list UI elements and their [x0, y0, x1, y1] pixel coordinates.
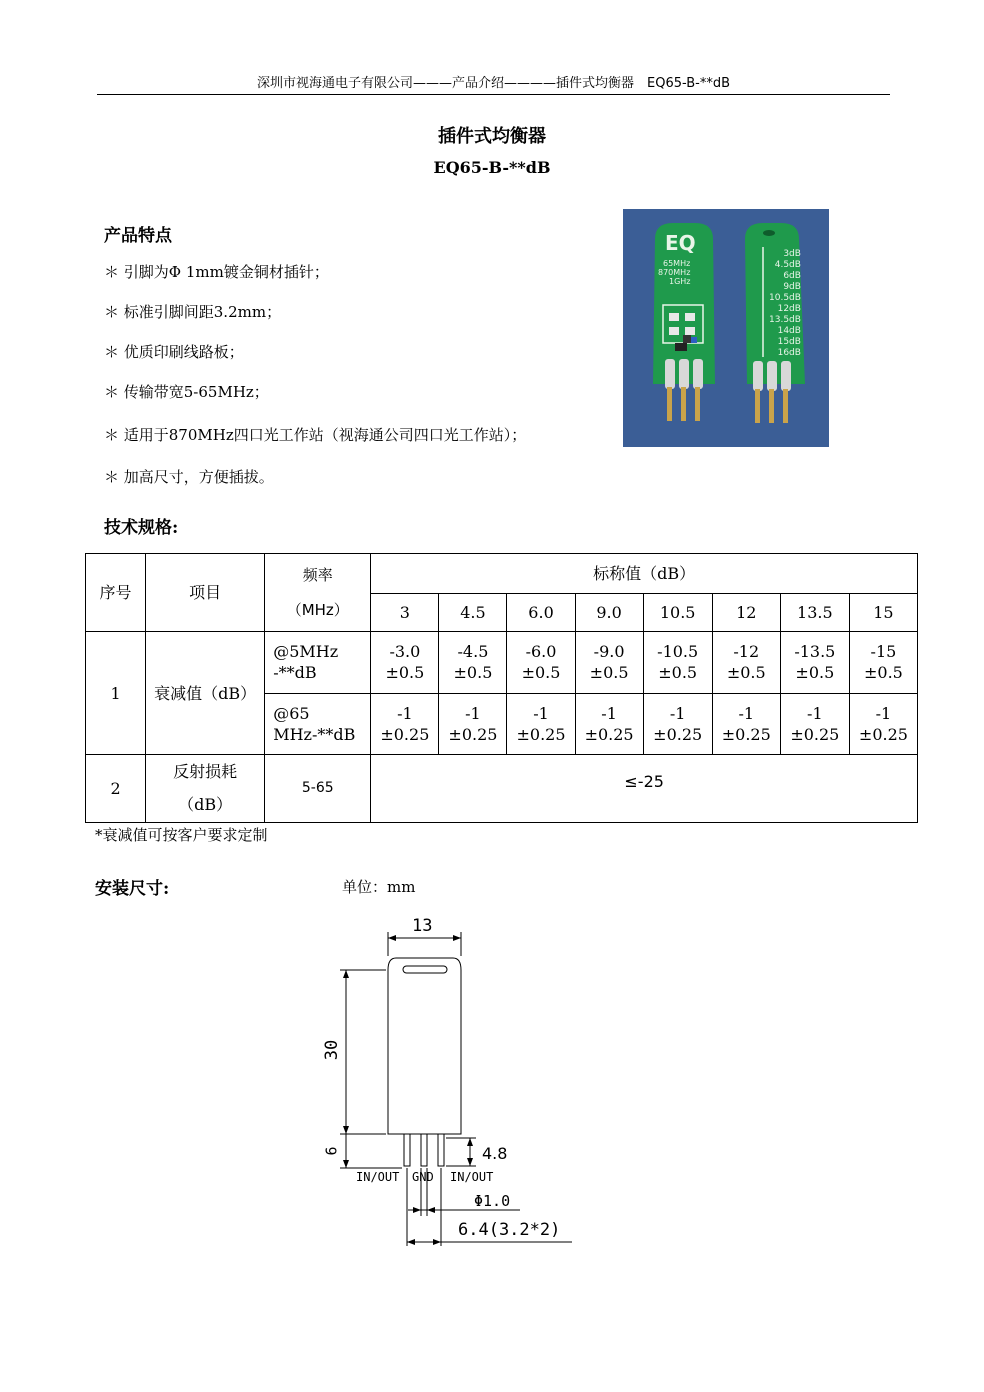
row-freq: @65 MHz-**dB: [265, 693, 371, 754]
nominal-value: 13.5: [780, 594, 849, 632]
attenuation-cell: -1 ±0.25: [439, 693, 507, 754]
attenuation-cell: -15 ±0.5: [849, 632, 917, 693]
board-label: 1GHz: [669, 277, 691, 286]
attenuation-cell: -1 ±0.25: [849, 693, 917, 754]
nominal-value: 10.5: [643, 594, 712, 632]
attenuation-cell: -1 ±0.25: [371, 693, 439, 754]
col-nominal: 标称值（dB）: [371, 554, 918, 594]
col-index: 序号: [86, 554, 146, 632]
board-label: EQ: [665, 231, 696, 255]
row-freq: 5-65: [265, 754, 371, 822]
nominal-value: 15: [849, 594, 917, 632]
product-photo: [623, 209, 829, 447]
col-freq: 频率 （MHz）: [265, 554, 371, 632]
attenuation-cell: -1 ±0.25: [712, 693, 780, 754]
attenuation-cell: -13.5 ±0.5: [780, 632, 849, 693]
nominal-value: 12: [712, 594, 780, 632]
attenuation-cell: -1 ±0.25: [575, 693, 643, 754]
board-label: 870MHz: [658, 268, 691, 277]
dim-pin-length-2: 4.8: [482, 1144, 508, 1163]
attenuation-cell: -1 ±0.25: [643, 693, 712, 754]
install-heading: 安装尺寸:: [95, 879, 170, 899]
col-item: 项目: [146, 554, 265, 632]
pin-label-in: IN/OUT: [356, 1170, 400, 1184]
feature-item: ＊ 传输带宽5-65MHz；: [104, 383, 269, 401]
attenuation-cell: -1 ±0.25: [780, 693, 849, 754]
footnote: *衰减值可按客户要求定制: [95, 826, 268, 844]
pin-label-out: IN/OUT: [450, 1170, 494, 1184]
model-number: EQ65-B-**dB: [433, 158, 551, 177]
feature-item: ＊ 标准引脚间距3.2mm；: [104, 303, 282, 321]
row-item: 衰减值（dB）: [146, 632, 265, 754]
dimension-drawing: [300, 910, 600, 1250]
running-header: 深圳市视海通电子有限公司———产品介绍————插件式均衡器 EQ65-B-**dB: [257, 76, 730, 91]
page-title: 插件式均衡器: [438, 126, 546, 147]
pin-label-gnd: GND: [412, 1170, 434, 1184]
feature-item: ＊ 引脚为Φ 1mm镀金铜材插针；: [104, 263, 329, 281]
nominal-value: 6.0: [507, 594, 575, 632]
attenuation-cell: -3.0 ±0.5: [371, 632, 439, 693]
attenuation-cell: -12 ±0.5: [712, 632, 780, 693]
attenuation-cell: -4.5 ±0.5: [439, 632, 507, 693]
feature-item: ＊ 适用于870MHz四口光工作站（视海通公司四口光工作站）；: [104, 426, 527, 444]
attenuation-cell: -1 ±0.25: [507, 693, 575, 754]
row-index: 2: [86, 754, 146, 822]
board-scale: 3dB 4.5dB 6dB 9dB 10.5dB 12dB 13.5dB 14dB 15dB 16dB: [769, 249, 801, 358]
dim-pin-diameter: Φ1.0: [474, 1192, 511, 1210]
row-freq: @5MHz -**dB: [265, 632, 371, 693]
nominal-value: 3: [371, 594, 439, 632]
spec-heading: 技术规格:: [104, 518, 179, 538]
nominal-value: 4.5: [439, 594, 507, 632]
return-loss-value: ≤-25: [371, 754, 918, 822]
board-label: 65MHz: [663, 259, 691, 268]
attenuation-cell: -10.5 ±0.5: [643, 632, 712, 693]
attenuation-cell: -6.0 ±0.5: [507, 632, 575, 693]
features-heading: 产品特点: [104, 226, 172, 246]
dim-pin-length: 6: [322, 1146, 341, 1156]
attenuation-cell: -9.0 ±0.5: [575, 632, 643, 693]
spec-table: [85, 553, 918, 823]
dim-pitch: 6.4(3.2*2): [458, 1220, 561, 1240]
dim-width: 13: [412, 916, 433, 936]
feature-item: ＊ 优质印刷线路板；: [104, 343, 244, 361]
dim-height: 30: [322, 1039, 343, 1061]
nominal-value: 9.0: [575, 594, 643, 632]
unit-label: 单位：mm: [342, 878, 416, 896]
row-index: 1: [86, 632, 146, 754]
header-divider: [97, 94, 890, 95]
row-item: 反射损耗 （dB）: [146, 754, 265, 822]
feature-item: ＊ 加高尺寸，方便插拔。: [104, 468, 274, 486]
